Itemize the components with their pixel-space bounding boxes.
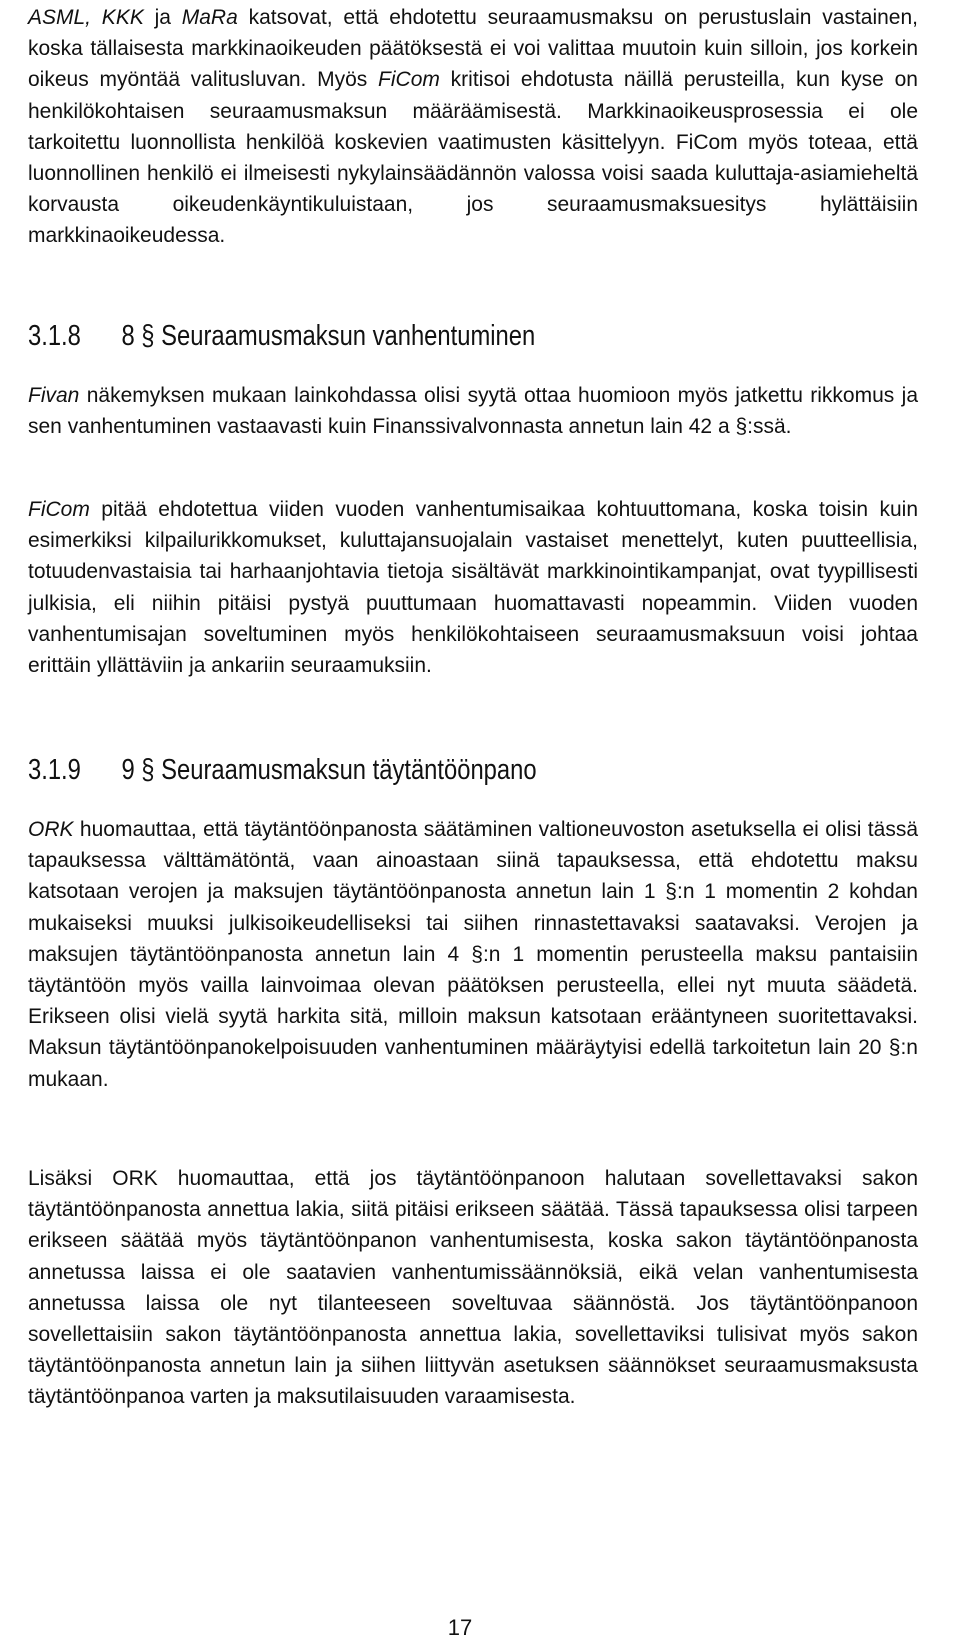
paragraph <box>28 380 918 442</box>
party-name: FiCom <box>378 68 440 92</box>
party-name: FiCom <box>28 498 90 521</box>
section-number: 3.1.8 <box>28 320 81 352</box>
party-name: Fivan <box>28 384 80 407</box>
body-text: katsovat, että ehdotettu seuraamusmaksu on perustuslain vastainen, koska tällaisesta markkinaoikeuden päätöksestä ei voi valittaa muutoin kuin silloin, jos korkein oikeus myöntää valitusluvan. Myös <box>28 6 918 92</box>
paragraph <box>28 2 918 252</box>
section-title: 9 § Seuraamusmaksun täytäntöönpano <box>121 754 537 786</box>
body-text: pitää ehdotettua viiden vuoden vanhentumisaikaa kohtuuttomana, koska toisin kuin esimerkiksi kilpailurikkomukset, kuluttajansuojalain vastaiset menettelyt, kuten puutteellisia, totuudenvastaisia tai harhaanjohtavia tietoja sisältävät markkinointikampanjat, ovat tyypillisesti julkisia, eli niihin pitäisi pystyä puuttumaan huomattavasti nopeammin. Viiden vuoden vanhentumisajan soveltuminen myös henkilökohtaiseen seuraamusmaksuun voisi johtaa erittäin yllättäviin ja ankariin seuraamuksiin. <box>28 498 918 678</box>
party-name: ORK <box>28 818 74 841</box>
paragraph <box>28 494 918 681</box>
paragraph <box>28 1163 918 1413</box>
page-number: 17 <box>447 1615 473 1640</box>
body-text: Lisäksi ORK huomauttaa, että jos täytäntöönpanoon halutaan sovellettavaksi sakon täytäntöönpanosta annettua lakia, siitä pitäisi erikseen säätää. Tässä tapauksessa olisi tarpeen erikseen säätää myös täytäntöönpanon vanhentumisesta, koska sakon täytäntöönpanosta annetussa laissa ei ole saatavien vanhentumissäännöksiä, eikä velan vanhentumisesta annetussa laissa ole nyt tilanteeseen soveltuvaa säännöstä. Jos täytäntöönpanoon sovellettaisiin sakon täytäntöönpanosta annettua lakia, sovellettaviksi tulisivat myös sakon täytäntöönpanosta annetun lain ja siihen liittyvän asetuksen säännökset seuraamusmaksusta täytäntöönpanoa varten ja maksutilaisuuden varaamisesta. <box>28 1167 918 1409</box>
section-heading <box>28 318 758 354</box>
section-number: 3.1.9 <box>28 754 81 786</box>
body-text: kritisoi ehdotusta näillä perusteilla, kun kyse on henkilökohtaisen seuraamusmaksun määräämisestä. Markkinaoikeusprosessia ei ole tarkoitettu luonnollista henkilöä koskevien vaatimusten käsittelyyn. FiCom myös toteaa, että luonnollinen henkilö ei ilmeisesti nykylainsäädännön valossa voisi saada kuluttaja-asiamieheltä korvausta oikeudenkäyntikuluistaan, jos seuraamusmaksuesitys hylättäisiin markkinaoikeudessa. <box>28 68 918 248</box>
section-heading <box>28 752 758 788</box>
party-name: MaRa <box>181 6 238 29</box>
body-text: ja <box>143 6 182 29</box>
paragraph <box>28 814 918 1095</box>
body-text: näkemyksen mukaan lainkohdassa olisi syytä ottaa huomioon myös jatkettu rikkomus ja sen vanhentuminen vastaavasti kuin Finanssivalvonnasta annetun lain 42 a §:ssä. <box>28 384 918 439</box>
party-name: ASML, KKK <box>28 6 144 29</box>
body-text: huomauttaa, että täytäntöönpanosta säätäminen valtioneuvoston asetuksella ei olisi tässä tapauksessa välttämätöntä, vaan ainoastaan siinä tapauksessa, että ehdotettu maksu katsotaan verojen ja maksujen täytäntöönpanosta annetun lain 1 §:n 1 momentin 2 kohdan mukaiseksi muuksi julkisoikeudelliseksi tai siihen rinnastettavaksi saatavaksi. Verojen ja maksujen täytäntöönpanosta annetun lain 4 §:n 1 momentin perusteella maksu pantaisiin täytäntöön myös vailla lainvoimaa olevan päätöksen perusteella, ellei nyt muuta säädetä. Erikseen olisi vielä syytä harkita sitä, milloin maksun katsotaan erääntyneen suoritettavaksi. Maksun täytäntöönpanokelpoisuuden vanhentuminen määräytyisi edellä tarkoitetun lain 20 §:n mukaan. <box>28 818 918 1091</box>
section-title: 8 § Seuraamusmaksun vanhentuminen <box>121 320 536 352</box>
